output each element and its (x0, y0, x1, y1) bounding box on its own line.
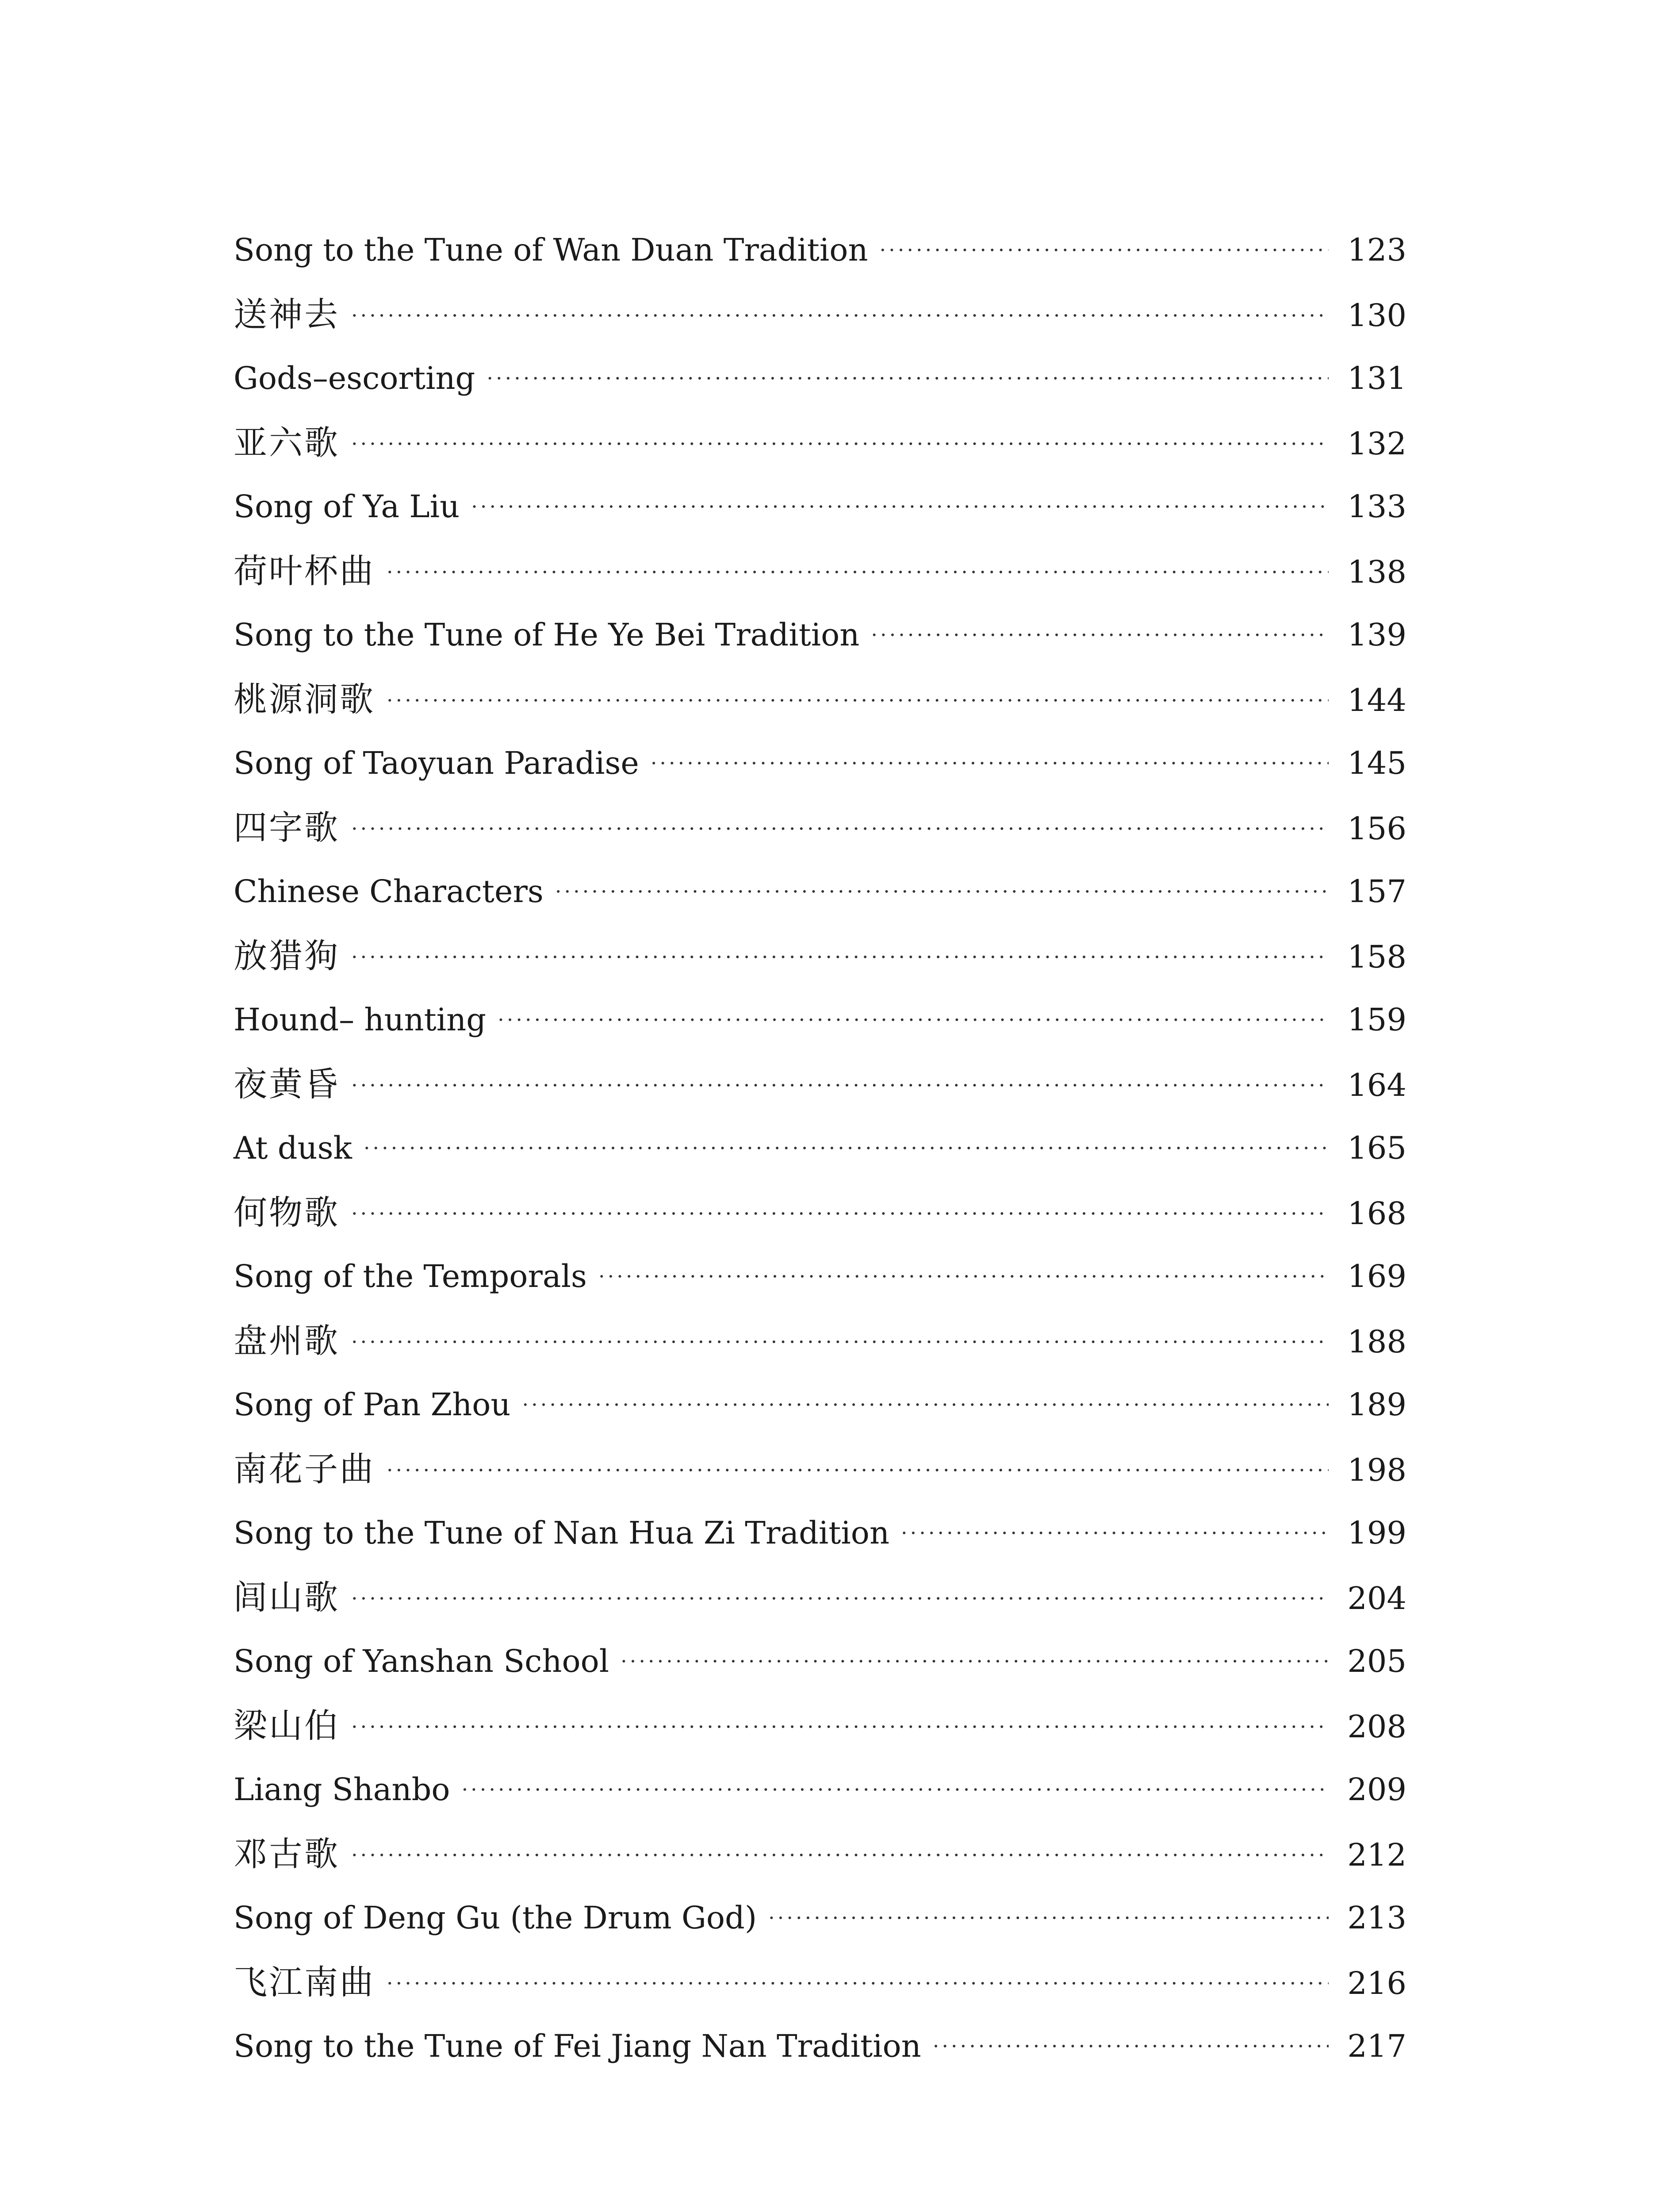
toc-entry-page-number: 205 (1347, 1643, 1406, 1679)
toc-entry (234, 860, 1406, 924)
table-of-contents (234, 218, 1406, 2078)
toc-entry-title: Song to the Tune of Fei Jiang Nan Tradition (234, 2028, 921, 2064)
dot-leader (351, 1695, 1329, 1759)
dot-leader (387, 1438, 1329, 1502)
toc-entry-page-number: 156 (1347, 810, 1406, 847)
toc-entry-page-number: 217 (1347, 2028, 1406, 2064)
toc-entry-page-number: 204 (1347, 1580, 1406, 1617)
toc-entry-page-number: 144 (1347, 682, 1406, 718)
dot-leader (351, 1567, 1329, 1631)
toc-entry (234, 1373, 1406, 1437)
dot-leader (351, 1823, 1329, 1887)
toc-entry-page-number: 168 (1347, 1195, 1406, 1232)
toc-entry-page-number: 164 (1347, 1067, 1406, 1103)
toc-entry-title: 邓古歌 (234, 1834, 340, 1874)
toc-entry-page-number: 165 (1347, 1130, 1406, 1166)
dot-leader (351, 797, 1329, 861)
toc-entry-title: Song of Yanshan School (234, 1643, 609, 1679)
dot-leader (351, 1053, 1329, 1118)
toc-entry-page-number: 198 (1347, 1452, 1406, 1488)
toc-entry-page-number: 138 (1347, 554, 1406, 590)
toc-entry-title: At dusk (234, 1130, 352, 1166)
toc-entry-page-number: 208 (1347, 1709, 1406, 1745)
toc-entry-title: Chinese Characters (234, 873, 544, 910)
dot-leader (871, 603, 1329, 667)
dot-leader (555, 860, 1329, 924)
dot-leader (387, 540, 1329, 604)
toc-entry-page-number: 169 (1347, 1258, 1406, 1294)
dot-leader (351, 412, 1329, 476)
toc-entry-page-number: 189 (1347, 1386, 1406, 1423)
toc-entry-title: 飞江南曲 (234, 1962, 375, 2002)
toc-entry-title: Song of Pan Zhou (234, 1386, 511, 1423)
toc-entry (234, 1437, 1406, 1501)
toc-entry (234, 1116, 1406, 1180)
toc-entry-title: Song of Deng Gu (the Drum God) (234, 1900, 757, 1936)
toc-entry (234, 218, 1406, 282)
toc-entry (234, 1565, 1406, 1629)
toc-entry (234, 1309, 1406, 1373)
toc-entry-title: 闾山歌 (234, 1578, 340, 1617)
dot-leader (351, 925, 1329, 989)
dot-leader (522, 1373, 1329, 1437)
toc-entry (234, 1501, 1406, 1565)
dot-leader (651, 731, 1329, 795)
dot-leader (364, 1116, 1329, 1180)
toc-entry-page-number: 199 (1347, 1515, 1406, 1551)
toc-entry-title: 荷叶杯曲 (234, 551, 375, 591)
toc-entry-page-number: 145 (1347, 745, 1406, 781)
toc-entry-page-number: 131 (1347, 360, 1406, 396)
toc-entry (234, 1244, 1406, 1309)
dot-leader (880, 218, 1329, 282)
toc-entry (234, 1822, 1406, 1886)
toc-entry-title: 梁山伯 (234, 1706, 340, 1745)
toc-entry-page-number: 158 (1347, 939, 1406, 975)
toc-entry-title: Song of Taoyuan Paradise (234, 745, 639, 781)
toc-entry-page-number: 213 (1347, 1900, 1406, 1936)
toc-entry-page-number: 157 (1347, 873, 1406, 910)
toc-entry-title: Song to the Tune of He Ye Bei Tradition (234, 617, 860, 653)
toc-entry (234, 795, 1406, 860)
dot-leader (621, 1629, 1329, 1694)
dot-leader (598, 1244, 1329, 1309)
dot-leader (387, 668, 1329, 733)
toc-entry (234, 1694, 1406, 1758)
toc-entry (234, 731, 1406, 795)
toc-entry (234, 2014, 1406, 2078)
toc-entry-title: 放猎狗 (234, 936, 340, 975)
toc-entry-page-number: 159 (1347, 1002, 1406, 1038)
toc-entry-title: 四字歌 (234, 808, 340, 847)
toc-entry-page-number: 212 (1347, 1837, 1406, 1873)
toc-entry (234, 539, 1406, 603)
toc-entry-title: Song to the Tune of Nan Hua Zi Tradition (234, 1515, 890, 1551)
toc-entry-page-number: 132 (1347, 426, 1406, 462)
dot-leader (351, 1182, 1329, 1246)
toc-entry-title: Song to the Tune of Wan Duan Tradition (234, 232, 868, 268)
dot-leader (471, 475, 1329, 539)
dot-leader (901, 1501, 1329, 1565)
toc-entry (234, 667, 1406, 731)
toc-entry-title: 亚六歌 (234, 423, 340, 462)
dot-leader (498, 988, 1329, 1052)
toc-entry (234, 1180, 1406, 1244)
toc-entry-page-number: 130 (1347, 297, 1406, 334)
toc-entry (234, 1886, 1406, 1950)
dot-leader (462, 1758, 1329, 1822)
toc-entry-page-number: 216 (1347, 1965, 1406, 2001)
dot-leader (351, 1310, 1329, 1374)
toc-entry (234, 988, 1406, 1052)
toc-entry-title: 桃源洞歌 (234, 680, 375, 719)
toc-entry-page-number: 209 (1347, 1771, 1406, 1808)
toc-entry-title: 送神去 (234, 295, 340, 334)
toc-entry (234, 411, 1406, 475)
toc-entry (234, 1052, 1406, 1116)
toc-entry (234, 924, 1406, 988)
toc-entry-title: Hound– hunting (234, 1002, 487, 1038)
dot-leader (387, 1951, 1329, 2016)
toc-entry (234, 603, 1406, 667)
toc-entry (234, 1950, 1406, 2014)
dot-leader (933, 2014, 1329, 2078)
toc-entry-title: 何物歌 (234, 1193, 340, 1232)
toc-entry (234, 475, 1406, 539)
dot-leader (768, 1886, 1329, 1950)
dot-leader (351, 284, 1329, 348)
toc-entry-title: Song of the Temporals (234, 1258, 587, 1294)
toc-entry-page-number: 133 (1347, 488, 1406, 525)
toc-entry (234, 282, 1406, 346)
toc-entry-page-number: 123 (1347, 232, 1406, 268)
toc-entry-title: Liang Shanbo (234, 1771, 450, 1808)
toc-entry (234, 1629, 1406, 1694)
toc-entry-title: 盘州歌 (234, 1321, 340, 1360)
toc-entry-title: Song of Ya Liu (234, 488, 460, 525)
toc-entry-title: 南花子曲 (234, 1449, 375, 1489)
toc-entry-title: 夜黄昏 (234, 1064, 340, 1104)
toc-entry (234, 1758, 1406, 1822)
toc-entry (234, 346, 1406, 411)
toc-entry-title: Gods–escorting (234, 360, 475, 396)
dot-leader (487, 346, 1329, 411)
toc-entry-page-number: 139 (1347, 617, 1406, 653)
toc-entry-page-number: 188 (1347, 1324, 1406, 1360)
